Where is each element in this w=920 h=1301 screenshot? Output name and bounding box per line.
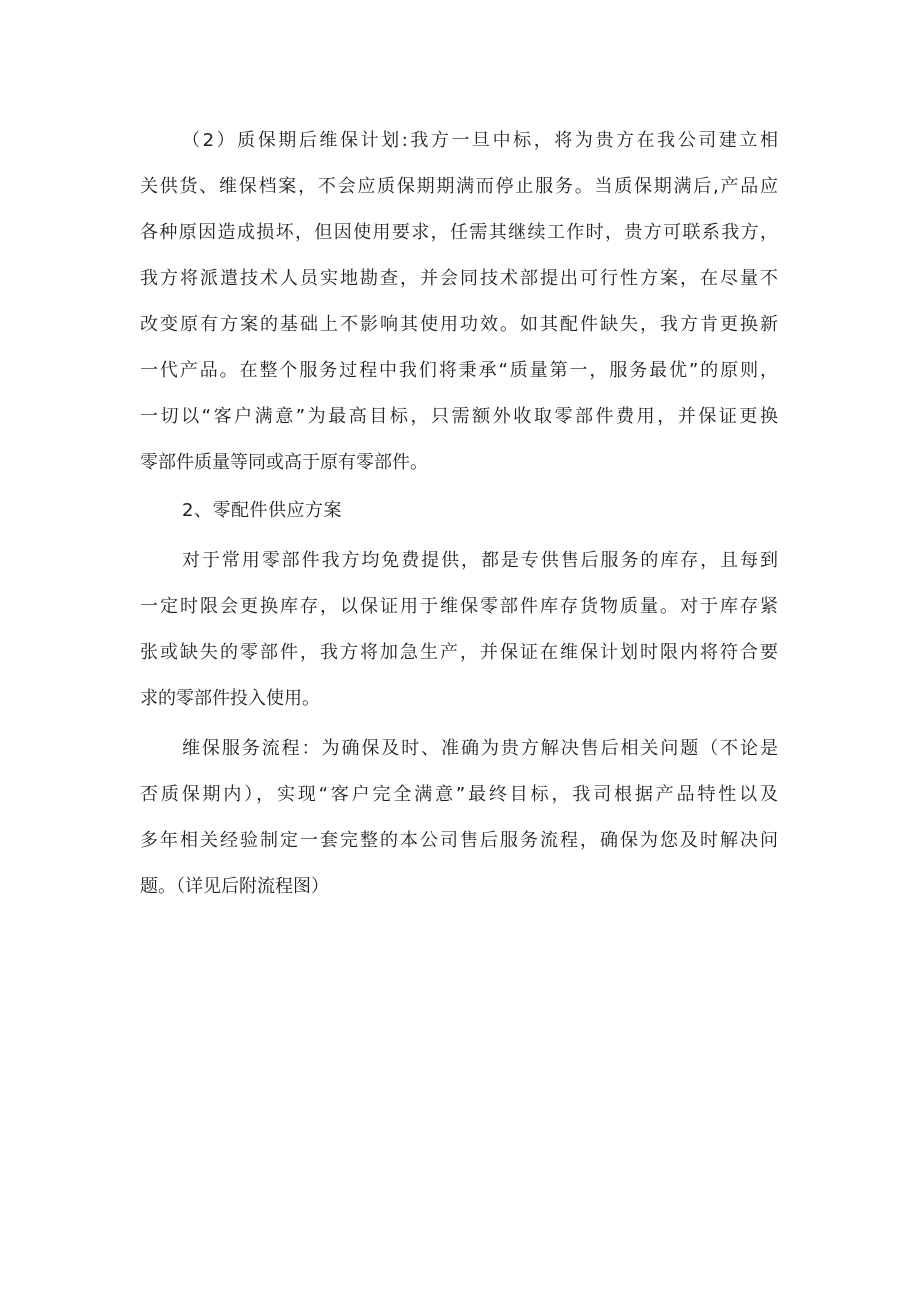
paragraph-3-line-1: 维保服务流程：为确保及时、准确为贵方解决售后相关问题（不论是 [182, 738, 778, 759]
paragraph-3-line-4: 题。（详见后附流程图） [140, 876, 329, 897]
paragraph-1-line-2: 关供货、维保档案，不会应质保期期满而停止服务。当质保期满后,产品应 [140, 176, 778, 197]
paragraph-2-line-2: 一定时限会更换库存，以保证用于维保零部件库存货物质量。对于库存紧 [140, 596, 778, 617]
paragraph-2-line-1: 对于常用零部件我方均免费提供，都是专供售后服务的库存，且每到 [182, 550, 778, 571]
paragraph-3-line-2: 否质保期内），实现“客户完全满意”最终目标，我司根据产品特性以及 [140, 784, 778, 805]
paragraph-1-line-4: 我方将派遣技术人员实地勘查，并会同技术部提出可行性方案，在尽量不 [140, 268, 778, 289]
section-heading: 2、零配件供应方案 [182, 500, 342, 521]
paragraph-1-line-5: 改变原有方案的基础上不影响其使用功效。如其配件缺失，我方肯更换新 [140, 314, 778, 335]
paragraph-1-line-6: 一代产品。在整个服务过程中我们将秉承“质量第一，服务最优”的原则， [140, 360, 778, 381]
paragraph-1-line-3: 各种原因造成损坏，但因使用要求，任需其继续工作时，贵方可联系我方， [140, 222, 778, 243]
paragraph-1-line-7: 一切以“客户满意”为最高目标，只需额外收取零部件费用，并保证更换 [140, 406, 778, 427]
paragraph-1-line-8: 零部件质量等同或高于原有零部件。 [140, 452, 428, 473]
paragraph-2-line-4: 求的零部件投入使用。 [140, 688, 320, 709]
paragraph-2-line-3: 张或缺失的零部件，我方将加急生产，并保证在维保计划时限内将符合要 [140, 642, 778, 663]
paragraph-1-line-1: （2）质保期后维保计划:我方一旦中标，将为贵方在我公司建立相 [182, 130, 778, 151]
paragraph-3-line-3: 多年相关经验制定一套完整的本公司售后服务流程，确保为您及时解决问 [140, 830, 778, 851]
